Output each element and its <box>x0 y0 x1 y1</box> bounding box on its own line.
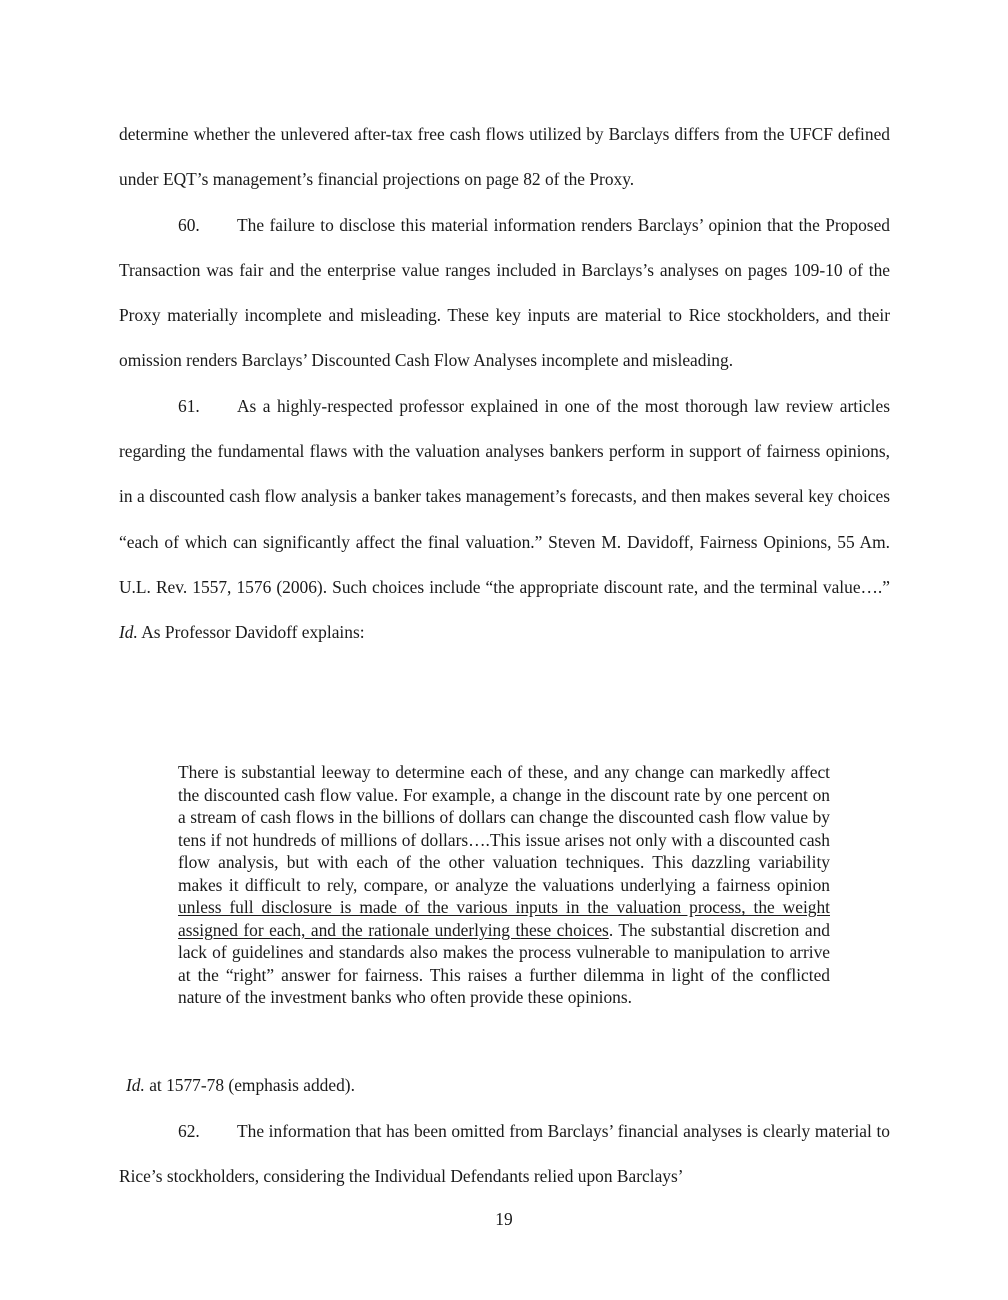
body-text <box>119 112 890 656</box>
paragraph-61 <box>119 384 890 656</box>
block-quote-text: There is substantial leeway to determine each of these, and any change can markedly affect the discounted cash flow value. For example, a change in the discount rate by one percent on a stream of cash flows in the billions of dollars can change the discounted cash flow value by tens if not hundreds of millions of dollars….This issue arises not only with a discounted cash flow analysis, but with each of the other valuation techniques. This dazzling variability makes it difficult to rely, compare, or analyze the valuations underlying a fairness opinion <box>178 762 830 895</box>
block-quote <box>178 761 830 1009</box>
block-quote-underlined-emphasis: unless full disclosure is made of the various inputs in the valuation process, the weight assigned for each, and the rationale underlying these choices <box>178 897 830 940</box>
citation-text: at 1577-78 (emphasis added). <box>149 1075 355 1095</box>
paragraph-text-end: As Professor Davidoff explains: <box>141 622 365 643</box>
paragraph-text: The failure to disclose this material information renders Barclays’ opinion that the Proposed Transaction was fair and the enterprise value ranges included in Barclays’s analyses on pages 109-10 of the Proxy materially incomplete and misleading. These key inputs are material to Rice stockholders, and their omission renders Barclays’ Discounted Cash Flow Analyses incomplete and misleading. <box>119 214 890 371</box>
paragraph-number: 61. <box>178 395 200 416</box>
continuation-paragraph <box>119 112 890 203</box>
paragraph-text: The information that has been omitted from Barclays’ financial analyses is clearly material to Rice’s stockholders, considering the Individual Defendants relied upon Barclays’ <box>119 1121 890 1187</box>
citation-id-italic: Id. <box>126 1075 145 1095</box>
continuation-text: determine whether the unlevered after-tax free cash flows utilized by Barclays differs from the UFCF defined under EQT’s management’s financial projections on page 82 of the Proxy. <box>119 124 890 190</box>
block-quote-text-end: . The substantial discretion and lack of guidelines and standards also makes the process vulnerable to manipulation to arrive at the “right” answer for fairness. This raises a further dilemma in light of the conflicted nature of the investment banks who often provide these opinions. <box>178 919 830 1008</box>
paragraph-62 <box>119 1109 890 1200</box>
paragraph-number: 60. <box>178 214 200 235</box>
paragraph-60 <box>119 203 890 384</box>
paragraph-text: As a highly-respected professor explained in one of the most thorough law review articles regarding the fundamental flaws with the valuation analyses bankers perform in support of fairness opinions, in a discounted cash flow analysis a banker takes management’s forecasts, and then makes several key choices “each of which can significantly affect the final valuation.” Steven M. Davidoff, Fairness Opinions, 55 Am. U.L. Rev. 1557, 1576 (2006). Such choices include “the appropriate discount rate, and the terminal value….” <box>119 395 890 597</box>
paragraph-number: 62. <box>178 1121 200 1141</box>
id-citation-italic: Id. <box>119 622 138 643</box>
page-number: 19 <box>495 1209 513 1229</box>
citation-line <box>126 1074 355 1096</box>
